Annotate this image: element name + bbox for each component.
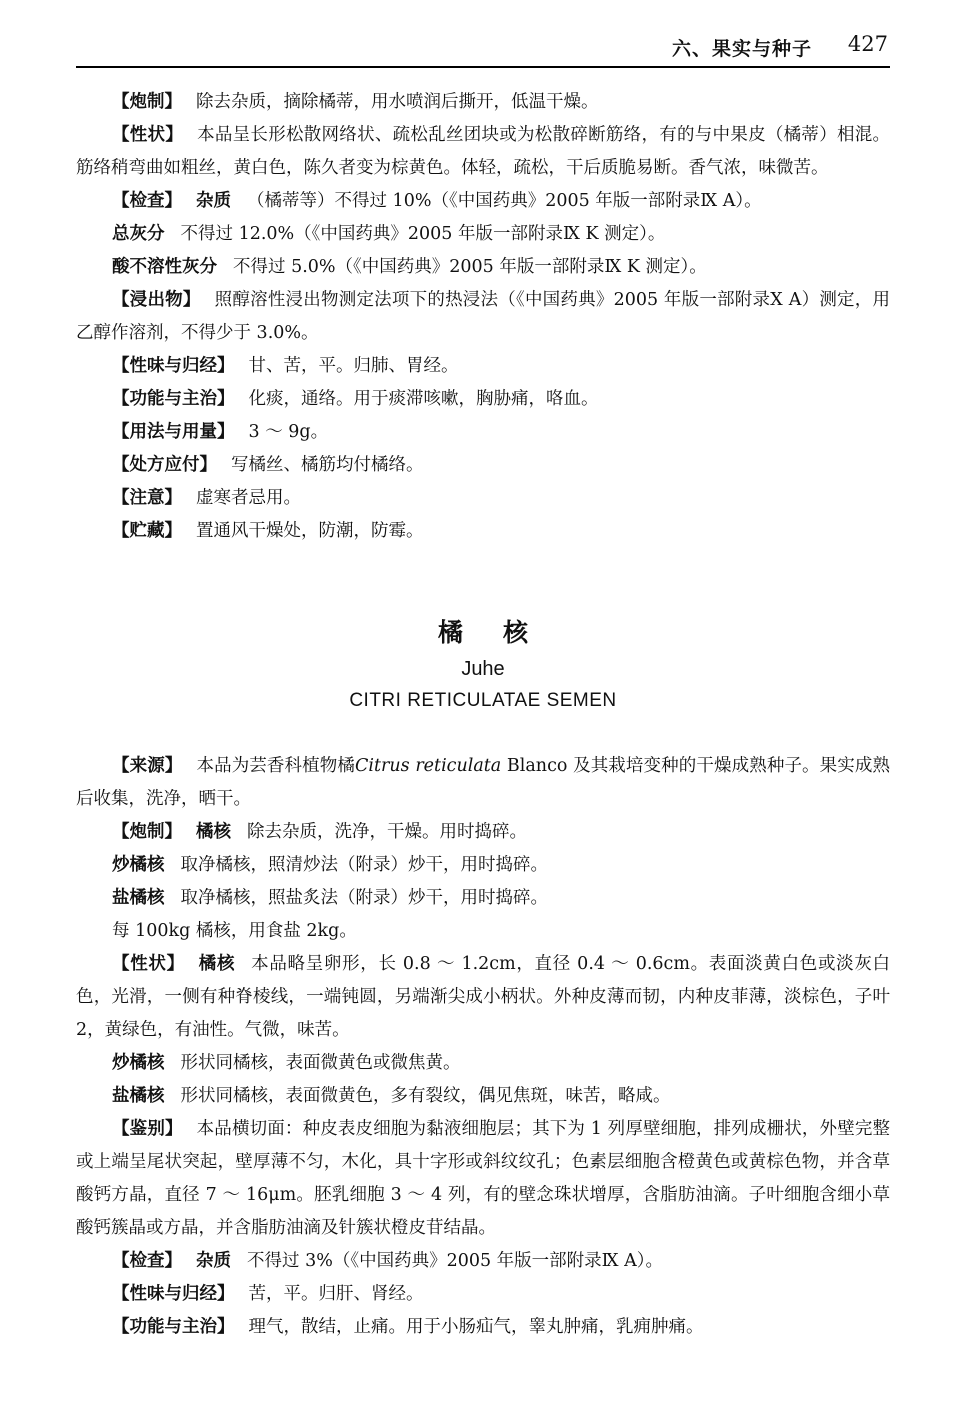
paragraph-identification: 【鉴别】 本品横切面：种皮表皮细胞为黏液细胞层；其下为 1 列厚壁细胞，排列成栅状，外壁完整或上端呈尾状突起，壁厚薄不匀，木化，具十字形或斜纹纹孔；色素层细胞含橙黄色或黄棕色物，并含草酸钙方晶，直径 7 ～ 16μm。胚乳细胞 3 ～ 4 列，有的壁念珠状增厚，含脂肪油滴。子叶细胞含细小草酸钙簇晶或方晶，并含脂肪油滴及针簇状橙皮苷结晶。 (76, 1119, 891, 1238)
paragraph-caution: 【注意】 虚寒者忌用。 (112, 488, 301, 508)
paragraph-processing-seed: 【炮制】 橘核 除去杂质，洗净，干燥。用时捣碎。 (112, 822, 527, 842)
paragraph-nature-meridian: 【性味与归经】 甘、苦，平。归肺、胃经。 (112, 356, 459, 376)
paragraph-description-seed: 【性状】 橘核 本品略呈卵形，长 0.8 ～ 1.2cm，直径 0.4 ～ 0.6cm。表面淡黄白色或淡灰白色，光滑，一侧有种脊棱线，一端钝圆，另端渐尖成小柄状。外种皮薄而韧，内种皮菲薄，淡棕色，子叶 2，黄绿色，有油性。气微，味苦。 (76, 954, 891, 1040)
previous-entry-body (76, 86, 890, 548)
paragraph-inspection-seed: 【检查】 杂质 不得过 3%（《中国药典》2005 年版一部附录Ⅸ A）。 (112, 1251, 664, 1271)
paragraph-acid-insoluble-ash: 酸不溶性灰分 不得过 5.0%（《中国药典》2005 年版一部附录Ⅸ K 测定）。 (112, 257, 707, 277)
paragraph-extract: 【浸出物】 照醇溶性浸出物测定法项下的热浸法（《中国药典》2005 年版一部附录Ⅹ A）测定，用乙醇作溶剂，不得少于 3.0%。 (76, 290, 891, 343)
header-section-title: 六、果实与种子 (671, 38, 812, 60)
paragraph-function: 【功能与主治】 化痰，通络。用于痰滞咳嗽，胸胁痛，咯血。 (112, 389, 599, 409)
running-header (76, 30, 890, 68)
paragraph-total-ash: 总灰分 不得过 12.0%（《中国药典》2005 年版一部附录Ⅸ K 测定）。 (112, 224, 666, 244)
paragraph-fried-seed: 炒橘核 取净橘核，照清炒法（附录）炒干，用时捣碎。 (112, 855, 548, 875)
paragraph-function-seed: 【功能与主治】 理气，散结，止痛。用于小肠疝气，睾丸肿痛，乳痈肿痛。 (112, 1317, 704, 1337)
paragraph-source: 【来源】 本品为芸香科植物橘Citrus reticulata Blanco 及其栽培变种的干燥成熟种子。果实成熟后收集，洗净，晒干。 (76, 756, 891, 809)
document-page (76, 0, 890, 1425)
page-number: 427 (847, 32, 888, 56)
paragraph-dosage: 【用法与用量】 3 ～ 9g。 (112, 422, 329, 442)
paragraph-nature-meridian-seed: 【性味与归经】 苦，平。归肝、肾经。 (112, 1284, 424, 1304)
paragraph-salt-amount: 每 100kg 橘核，用食盐 2kg。 (112, 921, 357, 941)
entry-body (76, 750, 890, 1344)
paragraph-inspection: 【检查】 杂质 （橘蒂等）不得过 10%（《中国药典》2005 年版一部附录Ⅸ A）。 (112, 191, 762, 211)
entry-title-chinese: 橘核 (437, 618, 568, 647)
paragraph-processing: 【炮制】 除去杂质，摘除橘蒂，用水喷润后撕开，低温干燥。 (112, 92, 599, 112)
paragraph-description-salted: 盐橘核 形状同橘核，表面微黄色，多有裂纹，偶见焦斑，味苦，略咸。 (112, 1086, 671, 1106)
paragraph-prescription: 【处方应付】 写橘丝、橘筋均付橘络。 (112, 455, 424, 475)
paragraph-salted-seed: 盐橘核 取净橘核，照盐炙法（附录）炒干，用时捣碎。 (112, 888, 548, 908)
entry-title-pinyin: Juhe (461, 658, 505, 680)
paragraph-description: 【性状】 本品呈长形松散网络状、疏松乱丝团块或为松散碎断筋络，有的与中果皮（橘蒂）相混。筋络稍弯曲如粗丝，黄白色，陈久者变为棕黄色。体轻，疏松，干后质脆易断。香气浓，味微苦。 (76, 125, 891, 178)
paragraph-description-fried: 炒橘核 形状同橘核，表面微黄色或微焦黄。 (112, 1053, 461, 1073)
entry-title-block (76, 612, 890, 716)
paragraph-storage: 【贮藏】 置通风干燥处，防潮，防霉。 (112, 521, 424, 541)
entry-title-latin: CITRI RETICULATAE SEMEN (349, 690, 617, 711)
